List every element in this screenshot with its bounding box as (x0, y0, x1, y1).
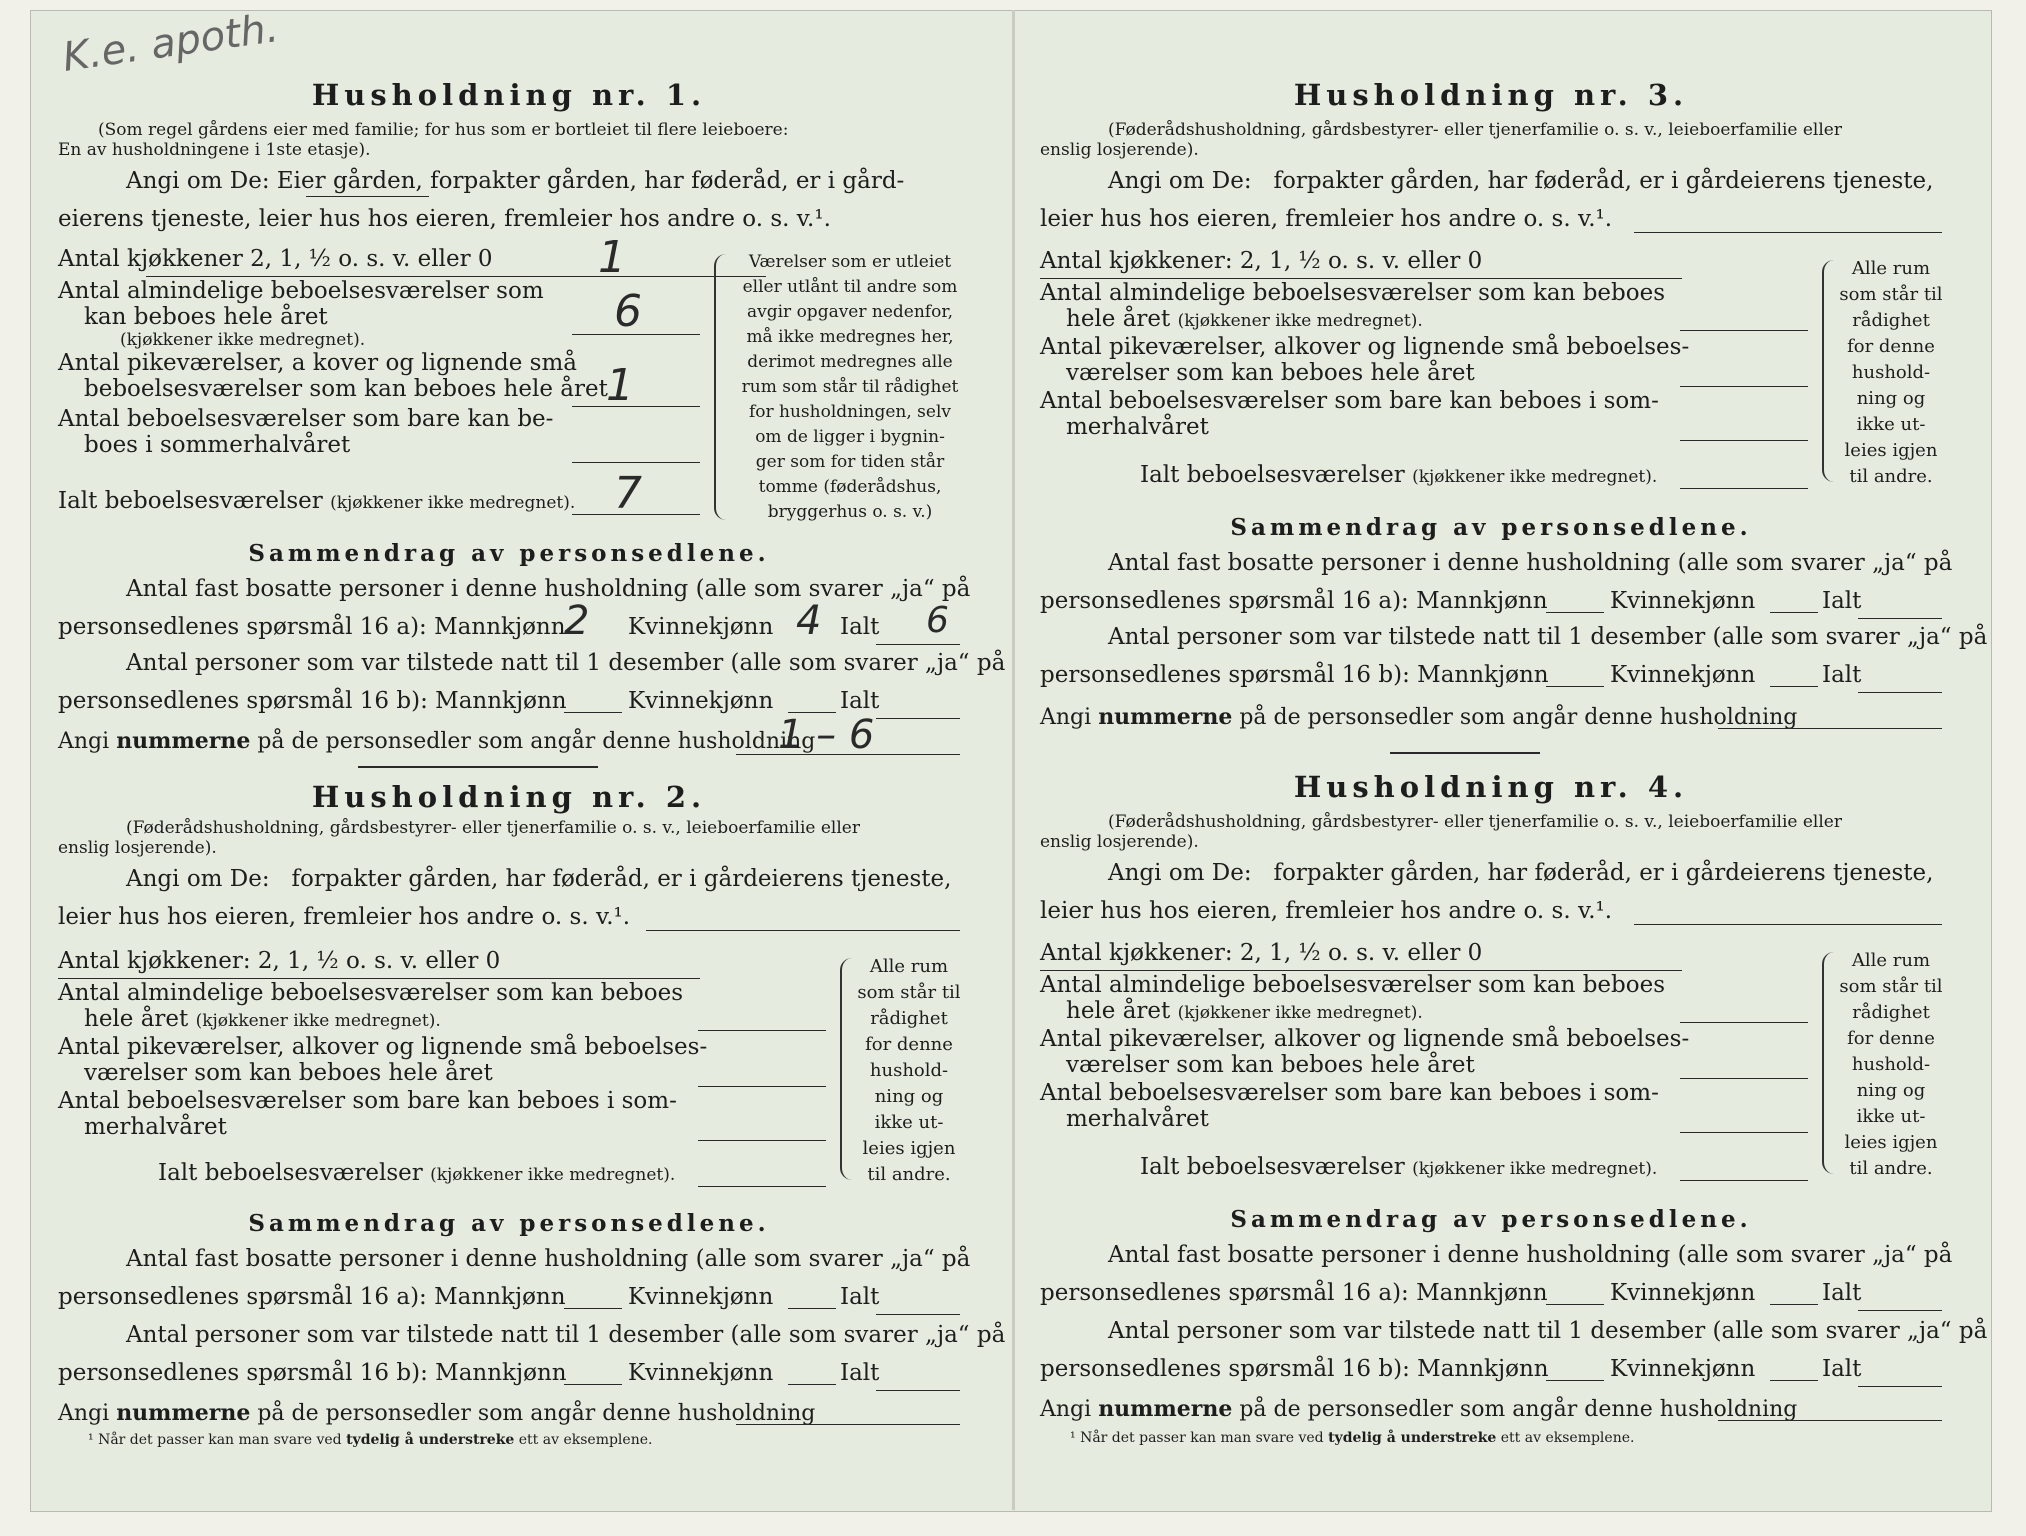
side-note-line: som står til (1839, 976, 1943, 997)
male-label: Mannkjønn (1417, 662, 1549, 688)
summary-b-label: personsedlenes spørsmål 16 b): (1040, 662, 1410, 688)
angi-text: Angi (1040, 705, 1092, 730)
total-rooms-note: (kjøkkener ikke medregnet). (1412, 467, 1658, 487)
small-rooms-label: Antal pikeværelser, alkover og lignende små beboelses- (1040, 1026, 1690, 1052)
side-note-line: ikke ut- (874, 1112, 944, 1133)
household-2-note-2: enslig losjerende). (58, 838, 217, 858)
summary-b-line (1040, 1356, 1549, 1382)
total-underline (1858, 618, 1942, 619)
small-rooms-underline (1680, 386, 1808, 387)
small-rooms-label: Antal pikeværelser, alkover og lignende små beboelses- (1040, 334, 1690, 360)
blank-line (564, 1308, 622, 1309)
total-underline (876, 644, 960, 645)
summary-b-text: Antal personer som var tilstede natt til 1 desember (alle som svarer „ja“ på (1108, 1318, 1988, 1344)
household-2-question-2: leier hus hos eieren, fremleier hos andre o. s. v.¹. (58, 904, 631, 930)
total-label: Ialt (1822, 1356, 1862, 1382)
total-label: Ialt (1822, 1280, 1862, 1306)
summary-b-line (1040, 662, 1549, 688)
summer-rooms-label-2: merhalvåret (1066, 414, 1209, 440)
side-note-brace (714, 254, 730, 520)
footnote (88, 1432, 652, 1448)
total-rooms-underline (1680, 1180, 1808, 1181)
summary-a-text: Antal fast bosatte personer i denne husholdning (alle som svarer „ja“ på (126, 576, 971, 602)
kitchens-label: Antal kjøkkener: 2, 1, ½ o. s. v. eller 0 (58, 948, 501, 974)
side-note-line: om de ligger i bygnin- (755, 427, 945, 447)
total-underline (876, 1314, 960, 1315)
household-4-question-2: leier hus hos eieren, fremleier hos andre o. s. v.¹. (1040, 898, 1613, 924)
side-note-line: rådighet (870, 1008, 948, 1029)
female-label: Kvinnekjønn (628, 614, 774, 640)
male-label: Mannkjønn (435, 688, 567, 714)
male-label: Mannkjønn (434, 614, 566, 640)
side-note-line: ning og (874, 1086, 944, 1107)
kitchens-label: Antal kjøkkener 2, 1, ½ o. s. v. eller 0 (58, 246, 493, 272)
household-1 (58, 10, 1006, 740)
numbers-text: på de personsedler som angår denne husholdning (257, 1401, 816, 1426)
side-note-line: leies igjen (1844, 1132, 1938, 1153)
summer-rooms-label: Antal beboelsesværelser som bare kan beboes i som- (1040, 1080, 1659, 1106)
small-rooms-label-2: værelser som kan beboes hele året (1066, 1052, 1475, 1078)
total-rooms-label (58, 488, 575, 514)
total-label: Ialt (840, 614, 880, 640)
side-note-line: hushold- (1851, 362, 1931, 383)
female-label: Kvinnekjønn (628, 688, 774, 714)
female-label: Kvinnekjønn (1610, 1356, 1756, 1382)
footnote (1070, 1430, 1634, 1446)
summary-b-label: personsedlenes spørsmål 16 b): (1040, 1356, 1410, 1382)
section-divider (358, 766, 598, 768)
female-label: Kvinnekjønn (628, 1360, 774, 1386)
numbers-line (1040, 704, 1797, 730)
blank-line (1770, 1380, 1818, 1381)
angi-om-de: Angi om De: (126, 866, 270, 892)
side-note (1836, 256, 1946, 490)
side-note-line: for denne (865, 1034, 953, 1055)
angi-om-de: Angi om De: (1108, 168, 1252, 194)
household-1-ownership-question: Angi om De: Eier gården, forpakter gården, har føderåd, er i gård- (126, 168, 905, 194)
male-value: 2 (564, 598, 590, 644)
angi-text: Angi (58, 1401, 110, 1426)
side-note-line: Alle rum (1851, 258, 1931, 279)
rooms-note: (kjøkkener ikke medregnet). (1177, 1003, 1423, 1023)
blank-line (1546, 686, 1604, 687)
female-label: Kvinnekjønn (1610, 662, 1756, 688)
household-2-title: Husholdning nr. 2. (311, 780, 707, 814)
male-label: Mannkjønn (435, 1360, 567, 1386)
rooms-label-2 (1066, 998, 1423, 1024)
summary-b-text: Antal personer som var tilstede natt til 1 desember (alle som svarer „ja“ på (1108, 624, 1988, 650)
kitchens-underline (146, 276, 766, 277)
numbers-text: på de personsedler som angår denne husholdning (1239, 1397, 1798, 1422)
question-text: forpakter gården, har føderåd, er i gårdeierens tjeneste, (1273, 860, 1934, 886)
small-rooms-label: Antal pikeværelser, alkover og lignende små beboelses- (58, 1034, 708, 1060)
small-rooms-underline (698, 1086, 826, 1087)
blank-line (564, 712, 622, 713)
angi-text: Angi (1040, 1397, 1092, 1422)
side-note-line: ikke ut- (1856, 1106, 1926, 1127)
eier-garden-underline (306, 196, 429, 197)
rooms-note: (kjøkkener ikke medregnet). (1177, 311, 1423, 331)
household-1-title: Husholdning nr. 1. (311, 78, 707, 112)
summary-b-line (58, 1360, 567, 1386)
question-underline (646, 930, 960, 931)
blank-line (564, 1384, 622, 1385)
side-note-line: ikke ut- (1856, 414, 1926, 435)
male-label: Mannkjønn (1417, 1356, 1549, 1382)
summary-a-text: Antal fast bosatte personer i denne husholdning (alle som svarer „ja“ på (126, 1246, 971, 1272)
rooms-note: (kjøkkener ikke medregnet). (120, 330, 366, 350)
summary-b-label: personsedlenes spørsmål 16 b): (58, 688, 428, 714)
question-underline (1634, 924, 1942, 925)
female-value: 4 (796, 598, 822, 644)
total-rooms-underline (1680, 488, 1808, 489)
blank-line (1770, 612, 1818, 613)
side-note-line: derimot medregnes alle (747, 352, 953, 372)
household-3-question-2: leier hus hos eieren, fremleier hos andre o. s. v.¹. (1040, 206, 1613, 232)
footnote-text: ¹ Når det passer kan man svare ved (1070, 1430, 1324, 1446)
total-underline (1858, 1386, 1942, 1387)
summary-a-line (58, 1284, 566, 1310)
side-note-line: ger som for tiden står (755, 452, 945, 472)
total-label: Ialt (840, 688, 880, 714)
female-label: Kvinnekjønn (628, 1284, 774, 1310)
side-note-line: ning og (1856, 1080, 1926, 1101)
small-rooms-value: 1 (606, 360, 634, 411)
summary-a-label: personsedlenes spørsmål 16 a): (58, 614, 427, 640)
side-note-line: til andre. (1849, 1158, 1933, 1179)
household-4-question (1108, 860, 1933, 886)
total-rooms-text: Ialt beboelsesværelser (1140, 462, 1405, 488)
total-rooms-text: Ialt beboelsesværelser (1140, 1154, 1405, 1180)
rooms-underline (1680, 1022, 1808, 1023)
footnote-text-2: ett av eksemplene. (518, 1432, 653, 1448)
summary-title: Sammendrag av personsedlene. (1230, 1206, 1752, 1233)
numbers-value: 1 – 6 (778, 712, 875, 758)
side-note-line: Alle rum (869, 956, 949, 977)
female-label: Kvinnekjønn (1610, 1280, 1756, 1306)
household-3-note-2: enslig losjerende). (1040, 140, 1199, 160)
summer-rooms-label: Antal beboelsesværelser som bare kan beboes i som- (1040, 388, 1659, 414)
side-note-line: bryggerhus o. s. v.) (767, 502, 933, 522)
summer-rooms-underline (572, 462, 700, 463)
summer-rooms-label-2: boes i sommerhalvåret (84, 432, 351, 458)
side-note-line: leies igjen (1844, 440, 1938, 461)
blank-line (788, 1384, 836, 1385)
side-note-line: Alle rum (1851, 950, 1931, 971)
kitchens-underline (1040, 278, 1682, 279)
rooms-underline (1680, 330, 1808, 331)
summary-b-text: Antal personer som var tilstede natt til 1 desember (alle som svarer „ja“ på (126, 650, 1006, 676)
household-3-note: (Føderådshusholdning, gårdsbestyrer- eller tjenerfamilie o. s. v., leieboerfamilie eller (1108, 120, 1842, 140)
side-note-line: for husholdningen, selv (748, 402, 952, 422)
total-value: 6 (926, 600, 949, 641)
small-rooms-label-2: værelser som kan beboes hele året (1066, 360, 1475, 386)
male-label: Mannkjønn (434, 1284, 566, 1310)
total-rooms-underline (698, 1186, 826, 1187)
total-underline (1858, 1310, 1942, 1311)
summer-rooms-label: Antal beboelsesværelser som bare kan beboes i som- (58, 1088, 677, 1114)
summer-rooms-underline (1680, 1132, 1808, 1133)
rooms-note: (kjøkkener ikke medregnet). (195, 1011, 441, 1031)
household-3-question (1108, 168, 1933, 194)
side-note (1836, 948, 1946, 1182)
right-page (1040, 10, 1988, 1510)
rooms-text: hele året (1066, 998, 1171, 1024)
total-label: Ialt (840, 1360, 880, 1386)
question-underline (1634, 232, 1942, 233)
summer-rooms-label: Antal beboelsesværelser som bare kan be- (58, 406, 554, 432)
total-rooms-value: 7 (614, 468, 642, 519)
total-label: Ialt (840, 1284, 880, 1310)
summary-a-line (58, 614, 566, 640)
side-note-line: som står til (1839, 284, 1943, 305)
side-note-line: til andre. (1849, 466, 1933, 487)
footnote-bold: tydelig å understreke (1328, 1430, 1497, 1446)
side-note-line: hushold- (869, 1060, 949, 1081)
total-rooms-text: Ialt beboelsesværelser (158, 1160, 423, 1186)
side-note (732, 250, 968, 525)
blank-line (1546, 1304, 1604, 1305)
blank-line (1770, 1304, 1818, 1305)
kitchens-underline (1040, 970, 1682, 971)
side-note (854, 954, 964, 1188)
footnote-text-2: ett av eksemplene. (1500, 1430, 1635, 1446)
numbers-underline (736, 1424, 960, 1425)
nummerne-text: nummerne (1098, 1396, 1233, 1422)
household-3-title: Husholdning nr. 3. (1293, 78, 1689, 112)
summary-a-text: Antal fast bosatte personer i denne husholdning (alle som svarer „ja“ på (1108, 1242, 1953, 1268)
household-1-note-2: En av husholdningene i 1ste etasje). (58, 140, 371, 160)
blank-line (788, 1308, 836, 1309)
question-text: forpakter gården, har føderåd, er i gårdeierens tjeneste, (291, 866, 952, 892)
total-label: Ialt (1822, 588, 1862, 614)
total-rooms-label (158, 1160, 675, 1186)
numbers-line (1040, 1396, 1797, 1422)
numbers-text: på de personsedler som angår denne husholdning (1239, 705, 1798, 730)
rooms-label: Antal almindelige beboelsesværelser som kan beboes (58, 980, 684, 1006)
total-underline (876, 718, 960, 719)
side-note-line: eller utlånt til andre som (742, 277, 958, 297)
summary-title: Sammendrag av personsedlene. (1230, 514, 1752, 541)
total-rooms-note: (kjøkkener ikke medregnet). (430, 1165, 676, 1185)
summer-rooms-label-2: merhalvåret (1066, 1106, 1209, 1132)
nummerne-text: nummerne (116, 728, 251, 754)
nummerne-text: nummerne (1098, 704, 1233, 730)
summer-rooms-label-2: merhalvåret (84, 1114, 227, 1140)
total-label: Ialt (1822, 662, 1862, 688)
angi-om-de: Angi om De: (1108, 860, 1252, 886)
total-rooms-text: Ialt beboelsesværelser (58, 488, 323, 514)
side-note-line: som står til (857, 982, 961, 1003)
male-label: Mannkjønn (1416, 588, 1548, 614)
total-underline (1858, 692, 1942, 693)
rooms-underline (698, 1030, 826, 1031)
kitchens-label: Antal kjøkkener: 2, 1, ½ o. s. v. eller 0 (1040, 940, 1483, 966)
side-note-line: må ikke medregnes her, (746, 327, 954, 347)
rooms-label-2: kan beboes hele året (84, 304, 328, 330)
rooms-text: hele året (1066, 306, 1171, 332)
female-label: Kvinnekjønn (1610, 588, 1756, 614)
household-4-note: (Føderådshusholdning, gårdsbestyrer- eller tjenerfamilie o. s. v., leieboerfamilie eller (1108, 812, 1842, 832)
rooms-label: Antal almindelige beboelsesværelser som kan beboes (1040, 972, 1666, 998)
small-rooms-underline (1680, 1078, 1808, 1079)
household-2-note: (Føderådshusholdning, gårdsbestyrer- eller tjenerfamilie o. s. v., leieboerfamilie eller (126, 818, 860, 838)
numbers-line (58, 728, 815, 754)
small-rooms-underline (572, 406, 700, 407)
blank-line (1546, 612, 1604, 613)
total-rooms-note: (kjøkkener ikke medregnet). (330, 493, 576, 513)
side-note-line: rådighet (1852, 1002, 1930, 1023)
side-note-line: for denne (1847, 1028, 1935, 1049)
summary-a-label: personsedlenes spørsmål 16 a): (58, 1284, 427, 1310)
side-note-line: for denne (1847, 336, 1935, 357)
numbers-text: på de personsedler som angår denne husholdning (257, 729, 816, 754)
angi-text: Angi (58, 729, 110, 754)
side-note-line: hushold- (1851, 1054, 1931, 1075)
rooms-label-2 (1066, 306, 1423, 332)
side-note-line: rum som står til rådighet (741, 377, 959, 397)
side-note-line: rådighet (1852, 310, 1930, 331)
rooms-value: 6 (614, 286, 642, 337)
summary-a-label: personsedlenes spørsmål 16 a): (1040, 588, 1409, 614)
summary-a-text: Antal fast bosatte personer i denne husholdning (alle som svarer „ja“ på (1108, 550, 1953, 576)
footnote-bold: tydelig å understreke (346, 1432, 515, 1448)
page-fold (1012, 10, 1015, 1510)
side-note-line: ning og (1856, 388, 1926, 409)
summary-a-line (1040, 1280, 1548, 1306)
small-rooms-label-2: værelser som kan beboes hele året (84, 1060, 493, 1086)
summary-title: Sammendrag av personsedlene. (248, 1210, 770, 1237)
total-rooms-label (1140, 1154, 1657, 1180)
side-note-line: leies igjen (862, 1138, 956, 1159)
blank-line (1770, 686, 1818, 687)
household-4-note-2: enslig losjerende). (1040, 832, 1199, 852)
rooms-label-2 (84, 1006, 441, 1032)
question-text: forpakter gården, har føderåd, er i gårdeierens tjeneste, (1273, 168, 1934, 194)
section-divider (1390, 752, 1540, 754)
numbers-underline (1718, 728, 1942, 729)
footnote-text: ¹ Når det passer kan man svare ved (88, 1432, 342, 1448)
household-1-ownership-question-2: eierens tjeneste, leier hus hos eieren, fremleier hos andre o. s. v.¹. (58, 206, 831, 232)
total-underline (876, 1390, 960, 1391)
rooms-label: Antal almindelige beboelsesværelser som kan beboes (1040, 280, 1666, 306)
summary-b-text: Antal personer som var tilstede natt til 1 desember (alle som svarer „ja“ på (126, 1322, 1006, 1348)
summer-rooms-underline (698, 1140, 826, 1141)
side-note-line: tomme (føderådshus, (758, 477, 942, 497)
left-page (58, 10, 1006, 1510)
numbers-underline (1718, 1420, 1942, 1421)
summary-b-label: personsedlenes spørsmål 16 b): (58, 1360, 428, 1386)
handwritten-corner-note: K.e. apoth. (59, 5, 282, 81)
side-note-line: Værelser som er utleiet (748, 252, 952, 272)
kitchens-value: 1 (598, 232, 626, 283)
numbers-line (58, 1400, 815, 1426)
summary-a-line (1040, 588, 1548, 614)
household-1-note: (Som regel gårdens eier med familie; for hus som er bortleiet til flere leieboere: (98, 120, 789, 140)
kitchens-underline (58, 978, 700, 979)
household-2-question (126, 866, 951, 892)
side-note-line: avgir opgaver nedenfor, (746, 302, 953, 322)
summary-title: Sammendrag av personsedlene. (248, 540, 770, 567)
summary-b-line (58, 688, 567, 714)
total-rooms-label (1140, 462, 1657, 488)
household-4-title: Husholdning nr. 4. (1293, 770, 1689, 804)
side-note-line: til andre. (867, 1164, 951, 1185)
male-label: Mannkjønn (1416, 1280, 1548, 1306)
kitchens-label: Antal kjøkkener: 2, 1, ½ o. s. v. eller 0 (1040, 248, 1483, 274)
total-rooms-note: (kjøkkener ikke medregnet). (1412, 1159, 1658, 1179)
small-rooms-label-2: beboelsesværelser som kan beboes hele året (84, 376, 608, 402)
rooms-label: Antal almindelige beboelsesværelser som (58, 278, 544, 304)
rooms-text: hele året (84, 1006, 189, 1032)
summary-a-label: personsedlenes spørsmål 16 a): (1040, 1280, 1409, 1306)
summer-rooms-underline (1680, 440, 1808, 441)
blank-line (1546, 1380, 1604, 1381)
small-rooms-label: Antal pikeværelser, a kover og lignende små (58, 350, 577, 376)
nummerne-text: nummerne (116, 1400, 251, 1426)
